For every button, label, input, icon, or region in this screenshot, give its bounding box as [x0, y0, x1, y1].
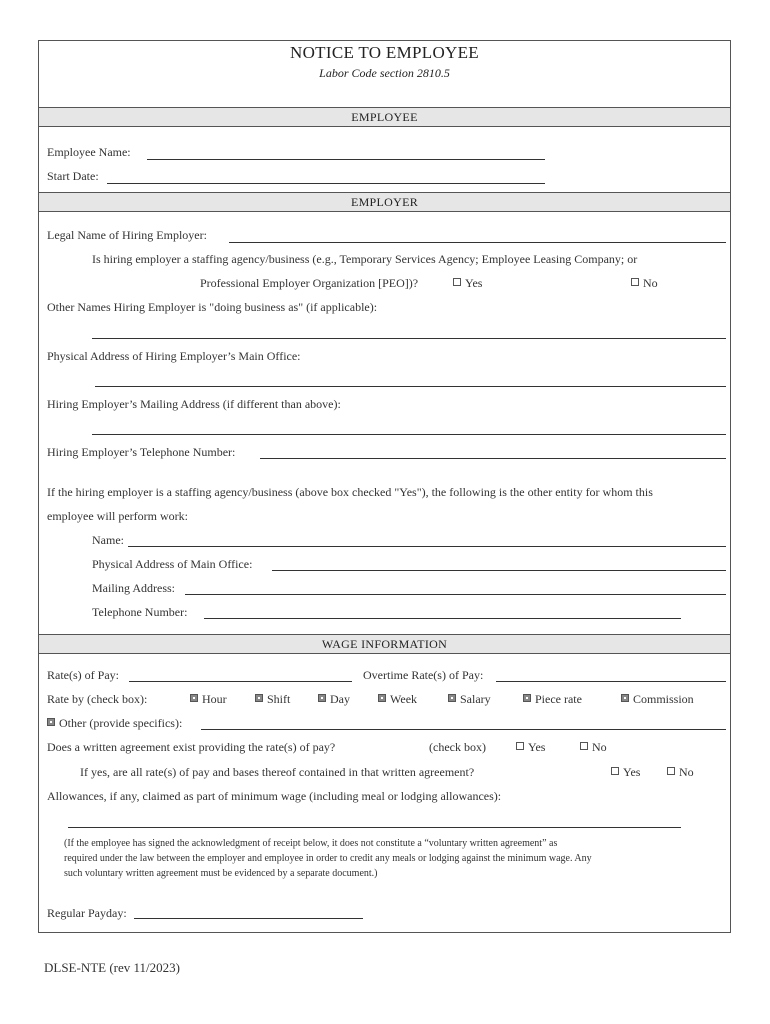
rate-of-pay-field[interactable] [129, 681, 352, 682]
shift-checkbox[interactable] [255, 694, 263, 702]
contained-yes-option[interactable]: Yes [611, 765, 640, 780]
written-agreement-question: Does a written agreement exist providing the rate(s) of pay? [47, 740, 336, 754]
mailing-address-label: Hiring Employer’s Mailing Address (if different than above): [47, 397, 341, 411]
staffing-no-option[interactable]: No [631, 276, 658, 291]
allowances-label: Allowances, if any, claimed as part of minimum wage (including meal or lodging allowances): [47, 789, 502, 803]
physical-address-field[interactable] [95, 386, 726, 387]
piece-rate-checkbox[interactable] [523, 694, 531, 702]
rate-option-commission[interactable]: Commission [621, 692, 694, 707]
rate-option-piece-rate[interactable]: Piece rate [523, 692, 582, 707]
agreement-no-checkbox[interactable] [580, 742, 588, 750]
contained-no-checkbox[interactable] [667, 767, 675, 775]
allowances-field[interactable] [68, 827, 681, 828]
contained-no-option[interactable]: No [667, 765, 694, 780]
form-id: DLSE-NTE (rev 11/2023) [44, 960, 180, 975]
form-subtitle: Labor Code section 2810.5 [319, 66, 450, 80]
other-entity-text-line1: If the hiring employer is a staffing agency/business (above box checked "Yes"), the following is the other entity for whom this [47, 485, 653, 499]
other-entity-name-label: Name: [92, 533, 124, 547]
day-checkbox[interactable] [318, 694, 326, 702]
mailing-address-field[interactable] [92, 434, 726, 435]
agreement-no-option[interactable]: No [580, 740, 607, 755]
commission-checkbox[interactable] [621, 694, 629, 702]
rate-by-label: Rate by (check box): [47, 692, 148, 706]
dba-field[interactable] [92, 338, 726, 339]
contained-question: If yes, are all rate(s) of pay and bases thereof contained in that written agreement? [80, 765, 475, 779]
agreement-yes-option[interactable]: Yes [516, 740, 545, 755]
note-line-3: such voluntary written agreement must be evidenced by a separate document.) [64, 868, 378, 879]
rate-option-salary[interactable]: Salary [448, 692, 491, 707]
overtime-rate-label: Overtime Rate(s) of Pay: [363, 668, 484, 682]
other-specifics-field[interactable] [201, 729, 726, 730]
week-checkbox[interactable] [378, 694, 386, 702]
salary-checkbox[interactable] [448, 694, 456, 702]
form-frame [38, 40, 731, 933]
other-entity-physical-label: Physical Address of Main Office: [92, 557, 253, 571]
start-date-field[interactable] [107, 183, 545, 184]
rate-option-hour[interactable]: Hour [190, 692, 227, 707]
staffing-yes-checkbox[interactable] [453, 278, 461, 286]
staffing-question-line1: Is hiring employer a staffing agency/business (e.g., Temporary Services Agency; Employee Leasing Company; or [92, 252, 638, 266]
regular-payday-field[interactable] [134, 918, 363, 919]
rate-option-day[interactable]: Day [318, 692, 350, 707]
staffing-question-line2: Professional Employer Organization [PEO])? [200, 276, 419, 290]
other-entity-mailing-field[interactable] [185, 594, 726, 595]
employee-section-header: EMPLOYEE [39, 107, 730, 127]
hour-checkbox[interactable] [190, 694, 198, 702]
employer-phone-label: Hiring Employer’s Telephone Number: [47, 445, 236, 459]
check-box-hint: (check box) [429, 740, 486, 754]
other-entity-physical-field[interactable] [272, 570, 726, 571]
other-entity-phone-label: Telephone Number: [92, 605, 188, 619]
wage-section-header: WAGE INFORMATION [39, 634, 730, 654]
other-entity-phone-field[interactable] [204, 618, 681, 619]
rate-option-shift[interactable]: Shift [255, 692, 290, 707]
employee-name-label: Employee Name: [47, 145, 131, 159]
contained-yes-checkbox[interactable] [611, 767, 619, 775]
agreement-yes-checkbox[interactable] [516, 742, 524, 750]
rate-option-week[interactable]: Week [378, 692, 417, 707]
note-line-1: (If the employee has signed the acknowledgment of receipt below, it does not constitute a “voluntary written agreement” as [64, 838, 558, 849]
form-title: NOTICE TO EMPLOYEE [290, 43, 479, 62]
dba-label: Other Names Hiring Employer is "doing business as" (if applicable): [47, 300, 378, 314]
employer-section-header: EMPLOYER [39, 192, 730, 212]
rate-option-other[interactable]: Other (provide specifics): [47, 716, 182, 731]
other-checkbox[interactable] [47, 718, 55, 726]
staffing-yes-option[interactable]: Yes [453, 276, 482, 291]
other-entity-name-field[interactable] [128, 546, 726, 547]
start-date-label: Start Date: [47, 169, 99, 183]
employee-name-field[interactable] [147, 159, 545, 160]
employer-phone-field[interactable] [260, 458, 726, 459]
other-entity-text-line2: employee will perform work: [47, 509, 188, 523]
legal-name-field[interactable] [229, 242, 726, 243]
voluntary-agreement-note [64, 836, 724, 881]
physical-address-label: Physical Address of Hiring Employer’s Main Office: [47, 349, 301, 363]
legal-name-label: Legal Name of Hiring Employer: [47, 228, 207, 242]
rate-of-pay-label: Rate(s) of Pay: [47, 668, 119, 682]
note-line-2: required under the law between the employer and employee in order to credit any meals or lodging against the minimum wage. Any [64, 853, 592, 864]
other-entity-mailing-label: Mailing Address: [92, 581, 175, 595]
staffing-no-checkbox[interactable] [631, 278, 639, 286]
overtime-rate-field[interactable] [496, 681, 726, 682]
regular-payday-label: Regular Payday: [47, 906, 127, 920]
